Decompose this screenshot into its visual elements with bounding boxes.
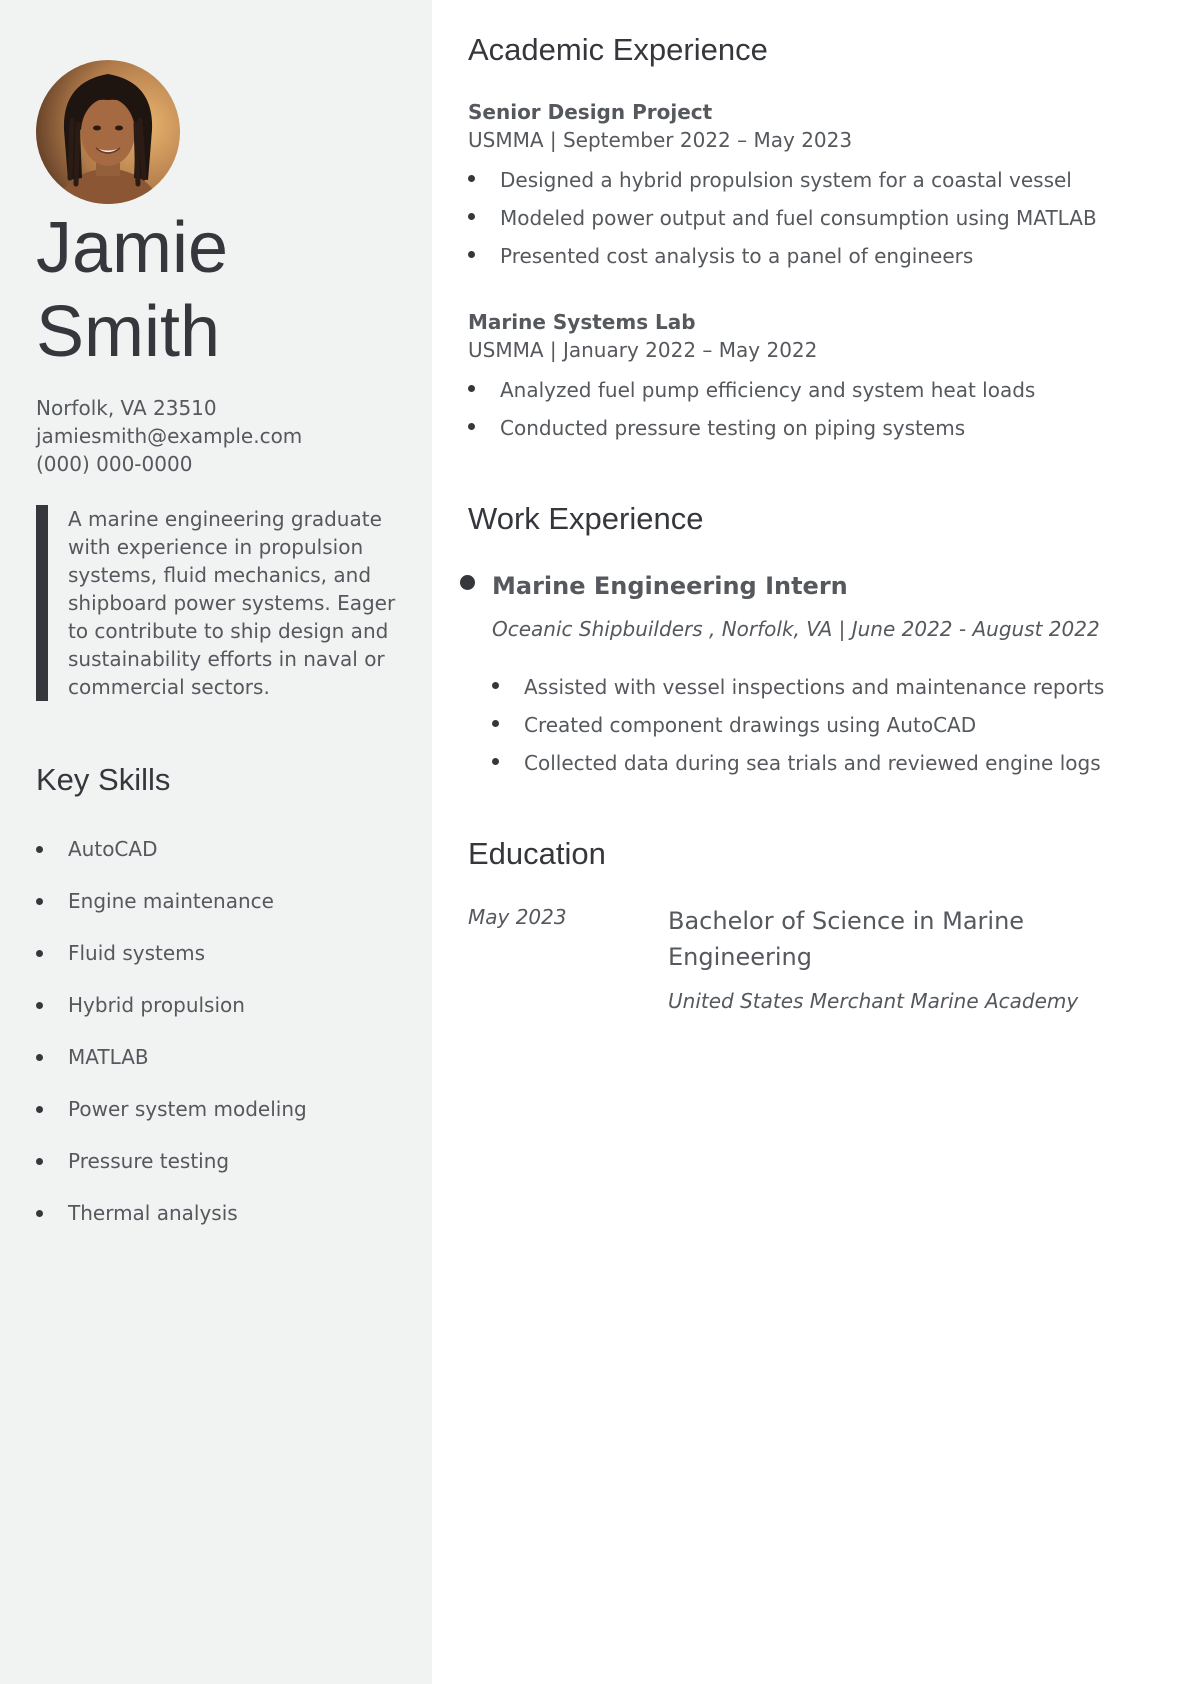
skill-item — [36, 887, 307, 939]
bullet-icon — [36, 846, 43, 853]
academic-entry-meta: USMMA | January 2022 – May 2022 — [468, 338, 818, 362]
contact-email[interactable]: jamiesmith@example.com — [36, 424, 303, 448]
contact-info — [36, 394, 302, 478]
skill-label: MATLAB — [68, 1045, 149, 1069]
skill-label: AutoCAD — [68, 837, 158, 861]
skill-item — [36, 1095, 307, 1147]
bullet-text: Designed a hybrid propulsion system for a coastal vessel — [500, 168, 1072, 192]
contact-phone[interactable]: (000) 000-0000 — [36, 452, 193, 476]
skill-item — [36, 1199, 307, 1251]
bullet-item — [468, 242, 1097, 280]
skill-label: Fluid systems — [68, 941, 206, 965]
bullet-text: Collected data during sea trials and reviewed engine logs — [524, 751, 1101, 775]
skill-label: Hybrid propulsion — [68, 993, 245, 1017]
bullet-text: Conducted pressure testing on piping systems — [500, 416, 966, 440]
bullet-icon — [36, 1002, 43, 1009]
skill-label: Power system modeling — [68, 1097, 307, 1121]
academic-entry-bullets — [468, 166, 1097, 280]
education-school: United States Merchant Marine Academy — [668, 989, 1079, 1013]
contact-location: Norfolk, VA 23510 — [36, 396, 217, 420]
skill-label: Thermal analysis — [68, 1201, 238, 1225]
bullet-item — [492, 749, 1104, 787]
skill-label: Pressure testing — [68, 1149, 230, 1173]
skill-item — [36, 939, 307, 991]
bullet-item — [468, 166, 1097, 204]
bullet-icon — [468, 251, 475, 258]
bullet-icon — [36, 898, 43, 905]
bullet-text: Assisted with vessel inspections and maintenance reports — [524, 675, 1105, 699]
bullet-text: Modeled power output and fuel consumption using MATLAB — [500, 206, 1097, 230]
bullet-text: Created component drawings using AutoCAD — [524, 713, 977, 737]
bullet-icon — [468, 423, 475, 430]
skill-item — [36, 1043, 307, 1095]
academic-entry-title: Senior Design Project — [468, 100, 713, 124]
bullet-item — [492, 673, 1104, 711]
academic-entry-title: Marine Systems Lab — [468, 310, 696, 334]
profile-photo — [36, 60, 180, 204]
candidate-name — [36, 206, 228, 374]
bullet-item — [468, 414, 1035, 452]
bullet-icon — [492, 758, 499, 765]
sidebar — [0, 0, 432, 1684]
skills-heading: Key Skills — [36, 762, 171, 797]
skill-item — [36, 1147, 307, 1199]
profile-summary: A marine engineering graduate with experience in propulsion systems, fluid mechanics, and shipboard power systems. Eager to contribute to ship design and sustainability efforts in naval or commercial sectors. — [36, 505, 396, 701]
bullet-icon — [36, 1106, 43, 1113]
academic-entry-bullets — [468, 376, 1035, 452]
bullet-icon — [468, 175, 475, 182]
academic-entry-meta: USMMA | September 2022 – May 2023 — [468, 128, 853, 152]
bullet-text: Analyzed fuel pump efficiency and system heat loads — [500, 378, 1036, 402]
bullet-icon — [492, 720, 499, 727]
education-degree: Bachelor of Science in Marine Engineering — [668, 907, 1025, 971]
bullet-icon — [36, 950, 43, 957]
first-name: Jamie — [36, 208, 229, 288]
timeline-dot-icon — [460, 575, 475, 590]
bullet-icon — [36, 1210, 43, 1217]
skill-label: Engine maintenance — [68, 889, 274, 913]
skills-list — [36, 835, 307, 1251]
avatar — [36, 60, 180, 204]
bullet-icon — [36, 1054, 43, 1061]
bullet-item — [492, 711, 1104, 749]
bullet-item — [468, 204, 1097, 242]
academic-heading: Academic Experience — [468, 32, 768, 67]
job-bullets — [492, 673, 1104, 787]
job-meta: Oceanic Shipbuilders , Norfolk, VA | June 2022 - August 2022 — [492, 617, 1100, 641]
job-title: Marine Engineering Intern — [492, 572, 848, 600]
bullet-icon — [468, 213, 475, 220]
bullet-item — [468, 376, 1035, 414]
skill-item — [36, 991, 307, 1043]
last-name: Smith — [36, 292, 221, 372]
bullet-text: Presented cost analysis to a panel of engineers — [500, 244, 974, 268]
bullet-icon — [492, 682, 499, 689]
work-heading: Work Experience — [468, 501, 704, 536]
bullet-icon — [468, 385, 475, 392]
skill-item — [36, 835, 307, 887]
education-date: May 2023 — [468, 905, 567, 929]
bullet-icon — [36, 1158, 43, 1165]
education-heading: Education — [468, 836, 606, 871]
